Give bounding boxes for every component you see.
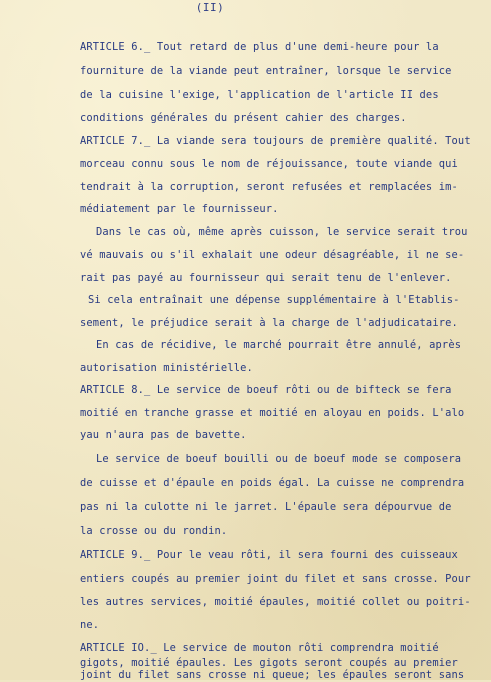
text-line: ARTICLE 8._ Le service de boeuf rôti ou de bifteck se fera bbox=[80, 384, 452, 396]
text-line: la crosse ou du rondin. bbox=[80, 525, 228, 537]
text-line: yau n'aura pas de bavette. bbox=[80, 429, 247, 441]
text-line: de cuisse et d'épaule en poids égal. La cuisse ne comprendra bbox=[80, 477, 465, 489]
page-number: (II) bbox=[195, 1, 225, 14]
text-line: ARTICLE 6._ Tout retard de plus d'une demi-heure pour la bbox=[80, 41, 439, 53]
text-line: tendrait à la corruption, seront refusées et remplacées im- bbox=[80, 181, 458, 193]
text-line: sement, le préjudice serait à la charge de l'adjudicataire. bbox=[80, 317, 458, 329]
text-line: En cas de récidive, le marché pourrait être annulé, après bbox=[96, 339, 462, 351]
text-line: entiers coupés au premier joint du filet et sans crosse. Pour bbox=[80, 573, 471, 585]
text-line: moitié en tranche grasse et moitié en aloyau en poids. L'alo bbox=[80, 407, 465, 419]
text-line: ARTICLE IO._ Le service de mouton rôti comprendra moitié bbox=[80, 642, 439, 654]
text-line: gigots, moitié épaules. Les gigots seront coupés au premier bbox=[80, 657, 458, 669]
text-line: fourniture de la viande peut entraîner, lorsque le service bbox=[80, 65, 452, 77]
text-line: les autres services, moitié épaules, moitié collet ou poitri- bbox=[80, 596, 471, 608]
text-line: ARTICLE 9._ Pour le veau rôti, il sera fourni des cuisseaux bbox=[80, 549, 458, 561]
text-line: joint du filet sans crosse ni queue; les épaules seront sans bbox=[80, 669, 465, 681]
text-line: Si cela entraînait une dépense supplémentaire à l'Etablis- bbox=[88, 294, 460, 306]
text-line: Le service de boeuf bouilli ou de boeuf mode se composera bbox=[96, 453, 462, 465]
text-line: rait pas payé au fournisseur qui serait tenu de l'enlever. bbox=[80, 272, 452, 284]
text-line: vé mauvais ou s'il exhalait une odeur désagréable, il ne se- bbox=[80, 249, 465, 261]
text-line: de la cuisine l'exige, l'application de l'article II des bbox=[80, 89, 439, 101]
text-line: ARTICLE 7._ La viande sera toujours de première qualité. Tout bbox=[80, 135, 471, 147]
text-line: conditions générales du présent cahier des charges. bbox=[80, 112, 407, 124]
text-line: ne. bbox=[80, 619, 100, 631]
text-line: pas ni la culotte ni le jarret. L'épaule sera dépourvue de bbox=[80, 501, 452, 513]
text-line: autorisation ministérielle. bbox=[80, 362, 253, 374]
text-line: morceau connu sous le nom de réjouissance, toute viande qui bbox=[80, 158, 458, 170]
text-line: Dans le cas où, même après cuisson, le service serait trou bbox=[96, 226, 468, 238]
text-line: médiatement par le fournisseur. bbox=[80, 203, 279, 215]
